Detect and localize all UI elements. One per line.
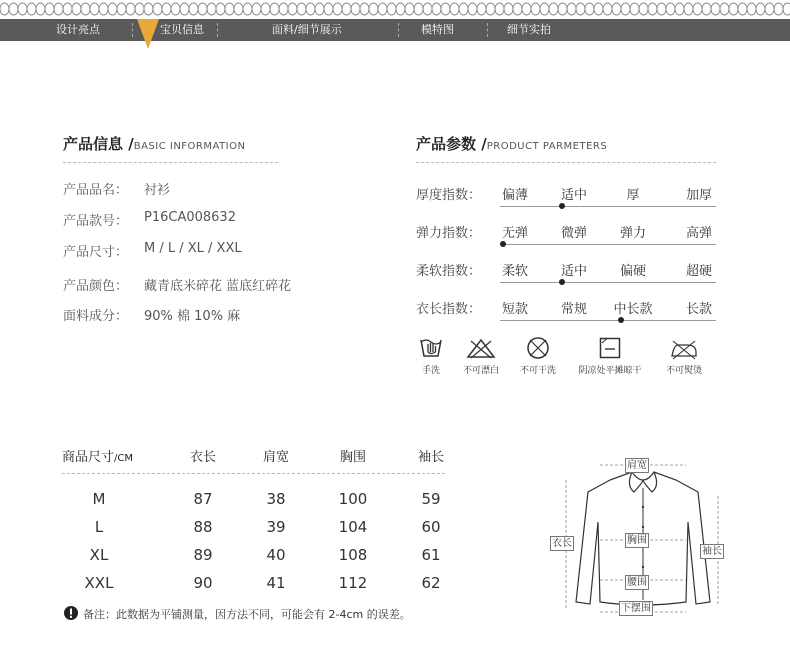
nav-divider	[487, 23, 488, 37]
size-label: L	[94, 518, 104, 536]
param-scale-line	[500, 244, 716, 245]
size-cell: 61	[421, 546, 441, 564]
param-level-marker	[500, 241, 506, 247]
nav-active-pointer	[137, 19, 159, 49]
care-label: 不可漂白	[462, 366, 499, 376]
heading-en: BASIC INFORMATION	[133, 141, 246, 152]
heading-slash: /	[123, 135, 134, 153]
size-label: M	[92, 490, 106, 508]
decorative-chain-border	[0, 0, 790, 19]
size-cell: 60	[421, 518, 441, 536]
param-option: 短款	[501, 302, 528, 317]
product-info-heading	[63, 133, 245, 154]
table-header: 胸围	[339, 450, 366, 465]
info-label: 产品尺寸：	[63, 245, 129, 260]
size-table-unit: /CM	[114, 453, 133, 464]
no-bleach-icon	[466, 338, 496, 360]
param-option: 适中	[560, 264, 587, 279]
param-label: 柔软指数：	[416, 264, 482, 279]
size-cell: 90	[193, 574, 213, 592]
care-label: 阴凉处平摊晾干	[578, 366, 642, 376]
size-cell: 62	[421, 574, 441, 592]
care-label: 不可熨烫	[665, 366, 702, 376]
param-option: 无弹	[501, 226, 528, 241]
size-label: XL	[89, 546, 109, 564]
info-label: 产品颜色：	[63, 279, 129, 294]
param-option: 偏硬	[619, 264, 646, 279]
size-cell: 39	[266, 518, 286, 536]
info-value-style-no: P16CA008632	[144, 210, 236, 225]
param-label: 弹力指数：	[416, 226, 482, 241]
diagram-label-hem: 下摆围	[621, 603, 651, 614]
param-option: 加厚	[685, 188, 712, 203]
diagram-label-shoulder: 肩宽	[627, 460, 647, 471]
info-label: 产品款号：	[63, 214, 129, 229]
warning-icon	[64, 606, 78, 620]
param-option: 适中	[560, 188, 587, 203]
size-table-title-text: 商品尺寸	[62, 450, 115, 465]
param-option: 厚	[626, 188, 640, 203]
size-cell: 87	[193, 490, 213, 508]
size-cell: 38	[266, 490, 286, 508]
no-dry-clean-icon	[526, 336, 550, 360]
table-header: 肩宽	[262, 450, 289, 465]
size-cell: 89	[193, 546, 213, 564]
param-option: 柔软	[501, 264, 528, 279]
param-option: 中长款	[613, 302, 653, 317]
nav-divider	[398, 23, 399, 37]
size-cell: 88	[193, 518, 213, 536]
param-option: 长款	[685, 302, 712, 317]
care-instructions	[416, 336, 716, 380]
nav-item-detail-shots[interactable]: 细节实拍	[507, 23, 551, 36]
diagram-label-chest: 胸围	[627, 535, 647, 546]
param-option: 超硬	[685, 264, 712, 279]
nav-divider	[217, 23, 218, 37]
nav-item-design-highlights[interactable]: 设计亮点	[56, 23, 100, 36]
nav-item-fabric-details[interactable]: 面料/细节展示	[272, 23, 342, 36]
param-label: 厚度指数：	[416, 188, 482, 203]
divider	[62, 473, 445, 474]
size-cell: 100	[338, 490, 368, 508]
nav-bar	[0, 19, 790, 41]
table-header: 袖长	[417, 450, 444, 465]
divider	[416, 162, 716, 163]
product-params-heading	[416, 133, 607, 154]
info-label: 面料成分：	[63, 309, 129, 324]
heading-en: PRODUCT PARMETERS	[486, 141, 608, 152]
size-cell: 41	[266, 574, 286, 592]
size-cell: 59	[421, 490, 441, 508]
size-table-title	[62, 446, 133, 465]
param-level-marker	[618, 317, 624, 323]
param-level-marker	[559, 279, 565, 285]
shade-flat-dry-icon	[599, 337, 621, 359]
param-option: 微弹	[560, 226, 587, 241]
param-scale-line	[500, 206, 716, 207]
param-option: 偏薄	[501, 188, 528, 203]
shirt-measurement-diagram	[548, 452, 738, 620]
nav-divider	[132, 23, 133, 37]
param-level-marker	[559, 203, 565, 209]
param-option: 高弹	[685, 226, 712, 241]
info-value-fabric: 90% 棉 10% 麻	[144, 309, 241, 324]
divider	[63, 162, 278, 163]
param-scale-line	[500, 282, 716, 283]
diagram-label-sleeve: 袖长	[702, 546, 722, 557]
table-header: 衣长	[189, 450, 216, 465]
nav-item-product-info[interactable]: 宝贝信息	[160, 23, 204, 36]
info-value-colors: 藏青底米碎花 蓝底红碎花	[144, 279, 292, 294]
size-cell: 104	[338, 518, 368, 536]
heading-cn: 产品参数	[416, 135, 477, 153]
size-cell: 112	[338, 574, 368, 592]
diagram-label-waist: 腰围	[627, 577, 647, 588]
hand-wash-icon	[419, 336, 443, 360]
diagram-label-length: 衣长	[552, 538, 572, 549]
param-label: 衣长指数：	[416, 302, 482, 317]
param-option: 弹力	[619, 226, 646, 241]
nav-item-model-photos[interactable]: 模特图	[421, 23, 454, 36]
info-value-sizes: M / L / XL / XXL	[144, 241, 242, 256]
param-option: 常规	[560, 302, 587, 317]
info-label: 产品品名：	[63, 183, 129, 198]
no-iron-icon	[669, 338, 699, 360]
info-value-name: 衬衫	[144, 183, 171, 198]
heading-cn: 产品信息	[63, 135, 124, 153]
size-cell: 40	[266, 546, 286, 564]
care-label: 手洗	[421, 366, 440, 376]
size-label: XXL	[84, 574, 114, 592]
care-label: 不可干洗	[519, 366, 556, 376]
size-cell: 108	[338, 546, 368, 564]
measurement-note: 备注：此数据为平铺测量，因方法不同，可能会有 2-4cm 的误差。	[83, 608, 411, 621]
param-scale-line	[500, 320, 716, 321]
heading-slash: /	[476, 135, 487, 153]
